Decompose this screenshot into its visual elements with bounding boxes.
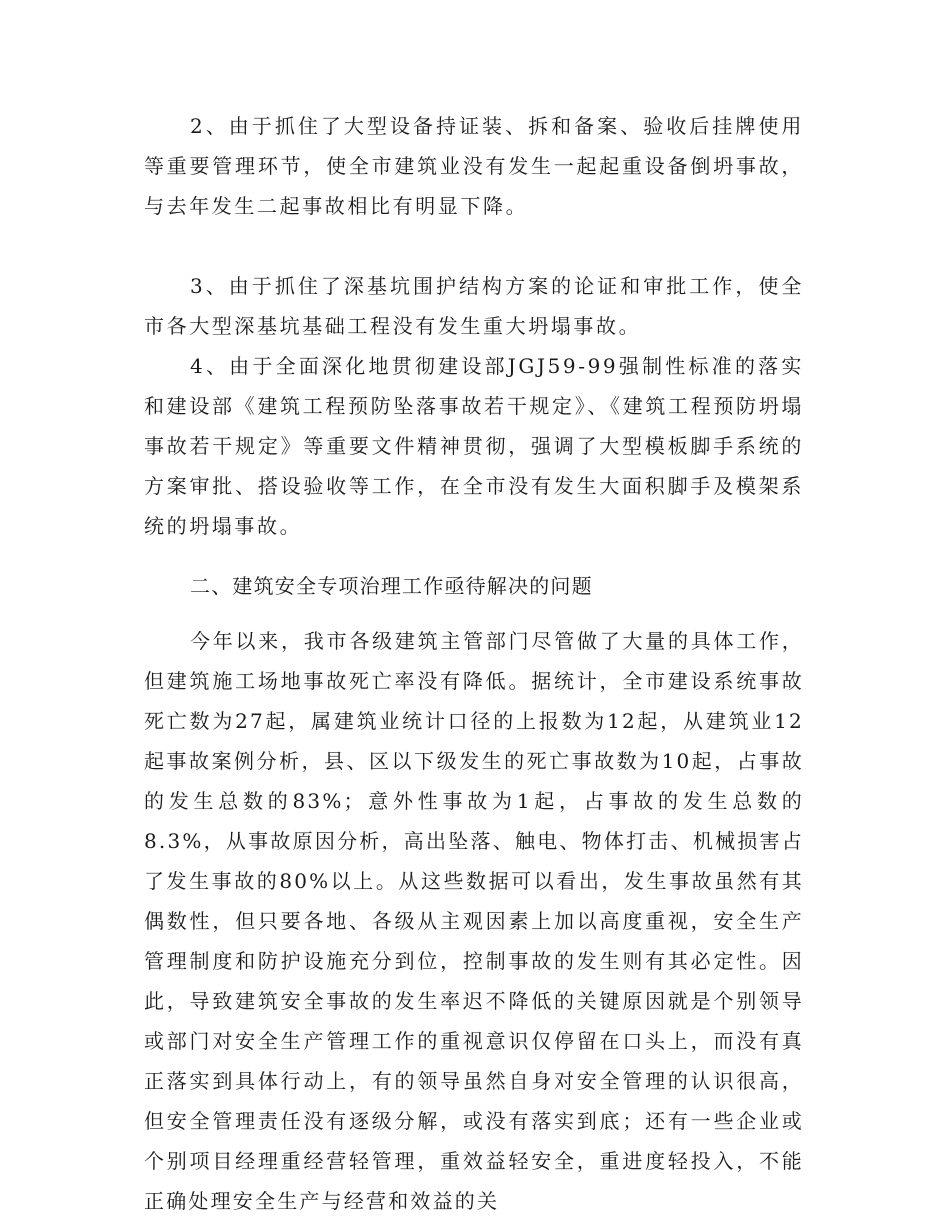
paragraph-equipment-management: 2、由于抓住了大型设备持证装、拆和备案、验收后挂牌使用等重要管理环节，使全市建筑业没有发生一起起重设备倒坍事故，与去年发生二起事故相比有明显下降。 (144, 114, 804, 218)
paragraph-accident-statistics: 今年以来，我市各级建筑主管部门尽管做了大量的具体工作，但建筑施工场地事故死亡率没有降低。据统计，全市建设系统事故死亡数为27起，属建筑业统计口径的上报数为12起，从建筑业12起事故案例分析，县、区以下级发生的死亡事故数为10起，占事故的发生总数的83%；意外性事故为1起，占事故的发生总数的8.3%，从事故原因分析，高出坠落、触电、物体打击、机械损害占了发生事故的80%以上。从这些数据可以看出，发生事故虽然有其偶数性，但只要各地、各级从主观因素上加以高度重视，安全生产管理制度和防护设施充分到位，控制事故的发生则有其必定性。因此，导致建筑安全事故的发生率迟不降低的关键原因就是个别领导或部门对安全生产管理工作的重视意识仅停留在口头上，而没有真正落实到具体行动上，有的领导虽然自身对安全管理的认识很高，但安全管理责任没有逐级分解，或没有落实到底；还有一些企业或个别项目经理重经营轻管理，重效益轻安全，重进度轻投入，不能正确处理安全生产与经营和效益的关 (144, 629, 804, 1213)
paragraph-standards-implementation: 4、由于全面深化地贯彻建设部JGJ59-99强制性标准的落实和建设部《建筑工程预防坠落事故若干规定》、《建筑工程预防坍塌事故若干规定》等重要文件精神贯彻，强调了大型模板脚手系统的方案审批、搭设验收等工作，在全市没有发生大面积脚手及模架系统的坍塌事故。 (144, 354, 804, 538)
section-heading-issues: 二、建筑安全专项治理工作亟待解决的问题 (190, 574, 593, 598)
paragraph-deep-foundation: 3、由于抓住了深基坑围护结构方案的论证和审批工作，使全市各大型深基坑基础工程没有发生重大坍塌事故。 (144, 274, 804, 338)
